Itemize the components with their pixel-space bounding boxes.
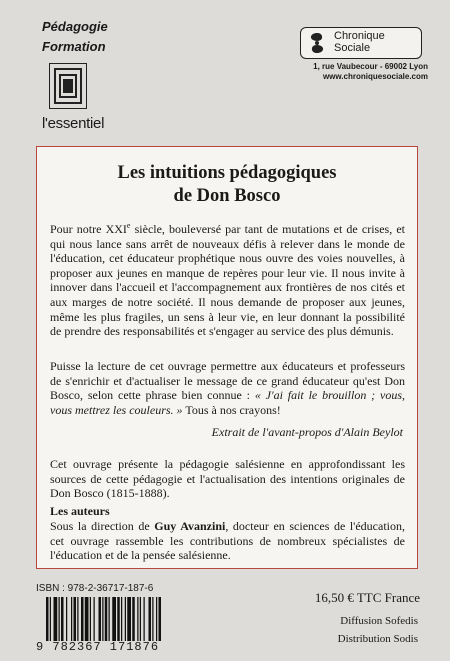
paragraph-authors (50, 519, 405, 563)
publisher-website: www.chroniquesociale.com (322, 72, 428, 81)
para4-name: Guy Avanzini (154, 519, 226, 533)
para1-sup: e (126, 221, 131, 230)
para2-quote: « J'ai fait le brouillon ; vous, vous mettrez les couleurs. » (50, 388, 405, 417)
para1-post: siècle, bouleversé par tant de mutations et de crises, et qui nous lance sans arrêt de nouveaux défis à relever dans le monde de l'éducation, cet éducateur prophétique nous ouvre des voies nouvelles, à proposer aux jeunes en manque de repères pour leur vie. Il nous invite à innover dans l'accueil et l'accompagnement aux frontières de nos cités et aux marges de notre société. Il nous demande de proposer aux jeunes, même les plus fragiles, un sens à leur vie, en leur donnant la possibilité de prendre des responsabilités et s'engager au service des plus démunis. (50, 222, 405, 339)
distribution-sodis: Distribution Sodis (337, 633, 418, 645)
para1-pre: Pour notre XXI (50, 222, 127, 236)
back-cover-card (36, 146, 418, 569)
publisher-name-line1: Chronique (334, 30, 385, 42)
para4-post: , docteur en sciences de l'éducation, cet ouvrage rassemble les contributions de nombreux spécialistes de l'éducation et de la pensée salésienne. (50, 519, 405, 563)
collection-label (42, 17, 162, 57)
publisher-name (334, 30, 385, 54)
barcode-icon (46, 597, 202, 641)
para2-pre: Puisse la lecture de cet ouvrage permettre aux éducateurs et professeurs de s'enrichir et d'actualiser le message de ce grand éducateur qu'est Don Bosco, selon cette phrase bien connue : (50, 359, 405, 403)
book-title-line2: de Don Bosco (173, 186, 281, 206)
publisher-name-line2: Sociale (334, 42, 371, 54)
barcode-area (36, 583, 206, 659)
publisher-address: 1, rue Vaubecour - 69002 Lyon (313, 62, 428, 71)
price: 16,50 € TTC France (314, 590, 420, 605)
isbn-label: ISBN : 978-2-36717-187-6 (36, 583, 154, 594)
series-logo-icon (49, 63, 87, 109)
quote-signature: Extrait de l'avant-propos d'Alain Beylot (211, 425, 403, 439)
publisher-address-block (298, 62, 428, 82)
paragraph-summary: Cet ouvrage présente la pédagogie salésienne en approfondissant les sources de cette pédagogie et l'actualisation des intentions originales de Don Bosco (1815-1888). (50, 457, 405, 501)
paragraph-quote (50, 359, 405, 417)
paragraph-intro (50, 219, 405, 339)
publisher-swirl-icon (307, 32, 327, 54)
collection-line-pedagogie: Pédagogie (42, 19, 108, 34)
distribution-sofedis: Diffusion Sofedis (340, 615, 418, 627)
ean-number: 9 782367 171876 (36, 640, 160, 654)
book-title (37, 162, 417, 208)
publisher-logo (300, 27, 422, 59)
collection-line-formation: Formation (42, 39, 106, 54)
para4-pre: Sous la direction de (50, 519, 155, 533)
book-title-line1: Les intuitions pédagogiques (117, 163, 337, 183)
para2-post: Tous à nos crayons! (182, 402, 281, 417)
authors-heading: Les auteurs (50, 504, 110, 518)
series-name: l'essentiel (42, 115, 105, 132)
